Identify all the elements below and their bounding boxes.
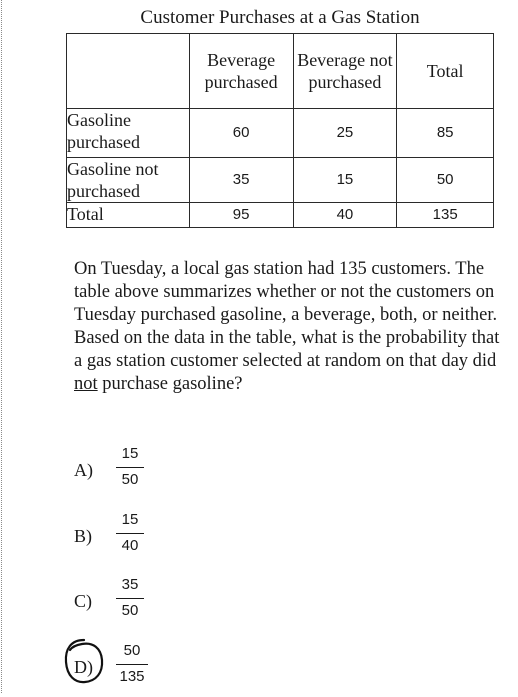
question-emphasis-not: not — [74, 374, 98, 394]
choice-c[interactable] — [74, 575, 194, 631]
fraction-bar — [116, 467, 144, 468]
table-cell: 60 — [189, 109, 293, 158]
choice-fraction — [116, 444, 144, 490]
table-row — [67, 203, 494, 228]
fraction-numerator: 50 — [123, 642, 141, 659]
choice-b[interactable] — [74, 510, 194, 566]
table-cell: 15 — [293, 158, 397, 203]
header-total: Total — [397, 34, 494, 109]
row-label-total: Total — [67, 203, 190, 228]
fraction-numerator: 15 — [121, 511, 139, 528]
table-cell: 85 — [397, 109, 494, 158]
choice-letter: D) — [74, 657, 93, 677]
page-left-border — [1, 0, 2, 693]
table-header-row — [67, 34, 494, 109]
choice-fraction — [116, 641, 148, 687]
question-text — [74, 258, 504, 396]
fraction-denominator: 135 — [119, 668, 145, 685]
fraction-bar — [116, 664, 148, 665]
fraction-numerator: 15 — [121, 445, 139, 462]
table-cell: 40 — [293, 203, 397, 228]
row-label-gasoline-purchased: Gasoline purchased — [67, 109, 190, 158]
choice-letter: A) — [74, 460, 93, 480]
fraction-denominator: 40 — [121, 537, 139, 554]
purchases-table — [66, 33, 494, 228]
table-title: Customer Purchases at a Gas Station — [140, 7, 420, 28]
header-beverage-purchased: Beverage purchased — [189, 34, 293, 109]
table-cell: 135 — [397, 203, 494, 228]
row-label-gasoline-not-purchased: Gasoline not purchased — [67, 158, 190, 203]
choice-letter: C) — [74, 591, 92, 611]
header-empty-cell — [67, 34, 190, 109]
table-row — [67, 109, 494, 158]
fraction-bar — [116, 533, 144, 534]
answer-circle-mark — [62, 636, 106, 686]
table-row — [67, 158, 494, 203]
fraction-numerator: 35 — [121, 576, 139, 593]
table-cell: 95 — [189, 203, 293, 228]
choice-fraction — [116, 510, 144, 556]
table-cell: 25 — [293, 109, 397, 158]
header-beverage-not-purchased: Beverage not purchased — [293, 34, 397, 109]
choice-letter: B) — [74, 526, 92, 546]
choice-fraction — [116, 575, 144, 621]
question-main: On Tuesday, a local gas station had 135 customers. The table above summarizes whether or not the customers on Tuesday purchased gasoline, a beverage, both, or neither. Based on the data in the table, what is the probability that a gas station customer selected at random on that day did — [74, 259, 500, 371]
table-cell: 35 — [189, 158, 293, 203]
fraction-bar — [116, 598, 144, 599]
table-cell: 50 — [397, 158, 494, 203]
question-end: purchase gasoline? — [97, 374, 243, 394]
fraction-denominator: 50 — [121, 602, 139, 619]
choice-a[interactable] — [74, 444, 194, 500]
fraction-denominator: 50 — [121, 471, 139, 488]
